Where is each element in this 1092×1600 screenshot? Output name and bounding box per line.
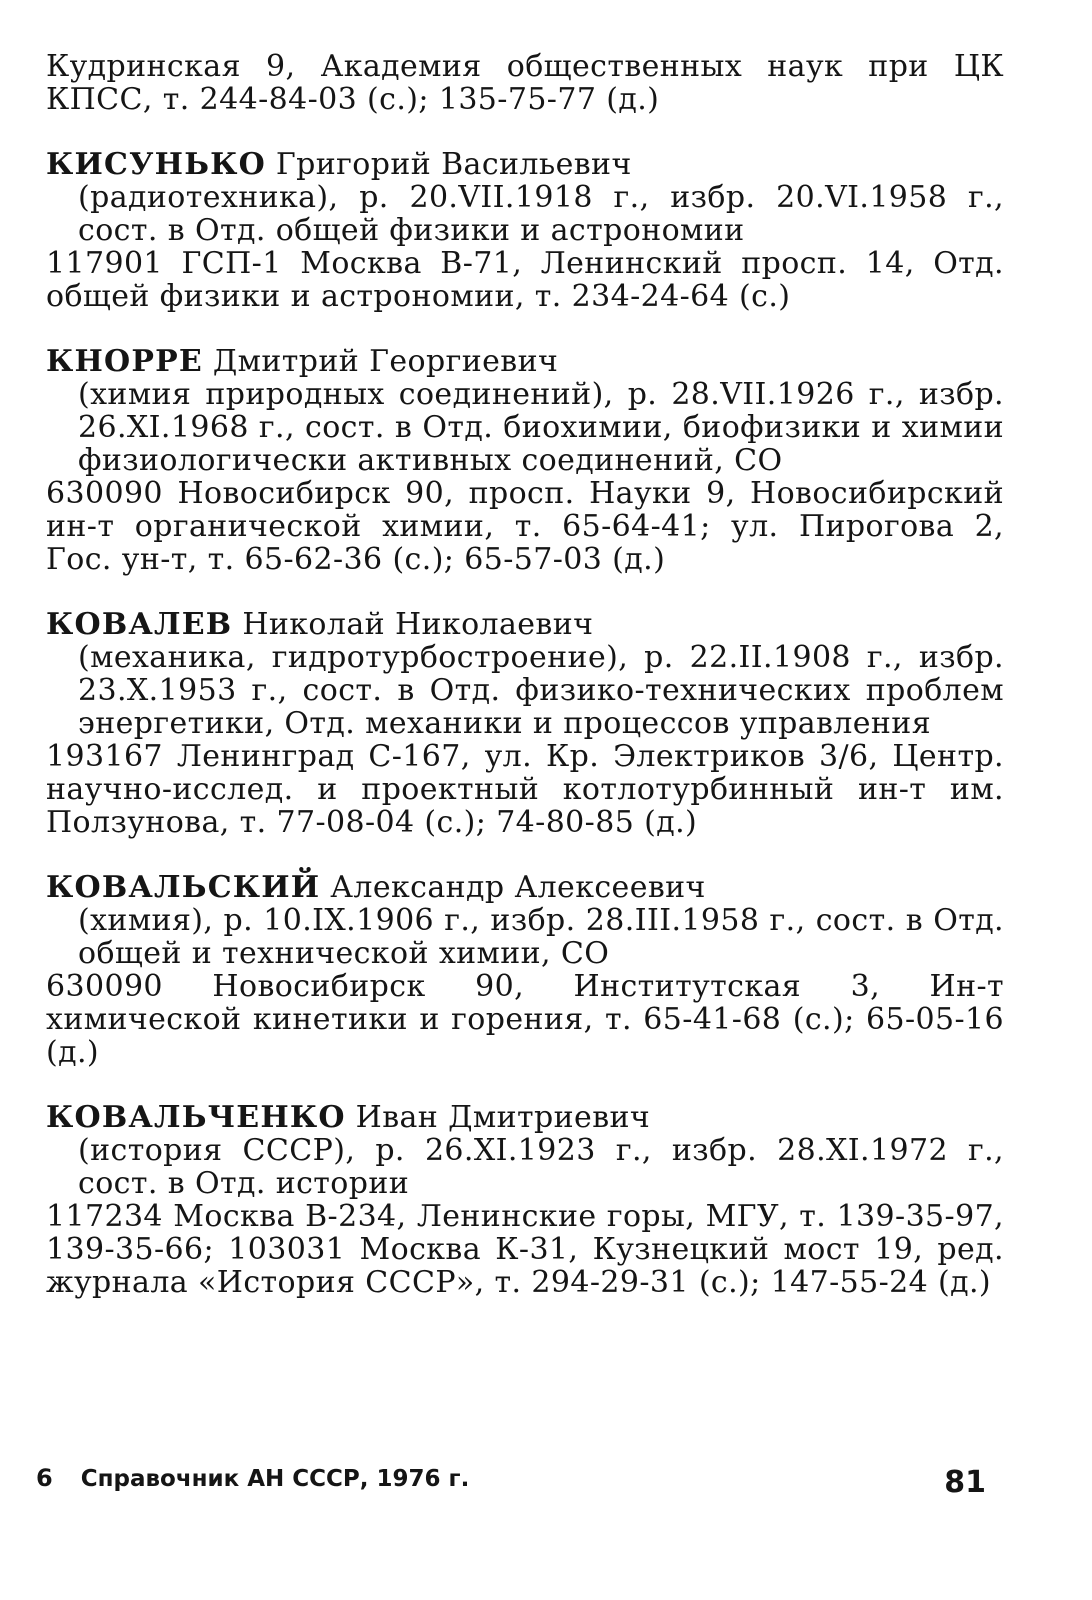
entry-bio: (история СССР), р. 26.XI.1923 г., избр. 28.XI.1972 г., сост. в Отд. истории — [78, 1133, 1004, 1201]
entry-surname: КОВАЛЬСКИЙ — [46, 870, 321, 905]
signature-title: Справочник АН СССР, 1976 г. — [80, 1466, 470, 1492]
entry-bio: (механика, гидротурбостроение), р. 22.II.1908 г., избр. 23.X.1953 г., сост. в Отд. физико-технических проблем энергетики, Отд. механики и процессов управления — [78, 640, 1004, 741]
entry-address: 193167 Ленинград С-167, ул. Кр. Электриков 3/6, Центр. научно-исслед. и проектный котлотурбинный ин-т им. Ползунова, т. 77-08-04 (с.); 74-80-85 (д.) — [46, 739, 1004, 840]
entry-bio: (химия природных соединений), р. 28.VII.1926 г., избр. 26.XI.1968 г., сост. в Отд. биохимии, биофизики и химии физиологически активных соединений, СО — [78, 377, 1004, 478]
entry-surname: КИСУНЬКО — [46, 147, 266, 182]
entry-address: 117901 ГСП-1 Москва В-71, Ленинский просп. 14, Отд. общей физики и астрономии, т. 234-24-64 (с.) — [46, 246, 1004, 314]
entry-given-names: Николай Николаевич — [242, 607, 594, 642]
signature-mark — [36, 1462, 469, 1495]
entry-kovalchenko — [46, 1101, 1004, 1299]
directory-page — [46, 50, 1004, 1299]
entry-address: 630090 Новосибирск 90, просп. Науки 9, Новосибирский ин-т органической химии, т. 65-64-41; ул. Пирогова 2, Гос. ун-т, т. 65-62-36 (с.); 65-57-03 (д.) — [46, 476, 1004, 577]
entry-heading — [46, 345, 1004, 378]
entry-knorre — [46, 345, 1004, 576]
entry-kovalev — [46, 608, 1004, 839]
entry-bio: (химия), р. 10.IX.1906 г., избр. 28.III.1958 г., сост. в Отд. общей и технической химии, СО — [78, 903, 1004, 971]
entry-heading — [46, 1101, 1004, 1134]
entry-address: 117234 Москва В-234, Ленинские горы, МГУ, т. 139-35-97, 139-35-66; 103031 Москва К-31, Кузнецкий мост 19, ред. журнала «История СССР», т. 294-29-31 (с.); 147-55-24 (д.) — [46, 1199, 1004, 1300]
entry-address: 630090 Новосибирск 90, Институтская 3, Ин-т химической кинетики и горения, т. 65-41-68 (с.); 65-05-16 (д.) — [46, 969, 1004, 1070]
entry-kisunko — [46, 148, 1004, 313]
page-footer — [36, 1462, 996, 1502]
entry-heading — [46, 148, 1004, 181]
entry-given-names: Иван Дмитриевич — [355, 1100, 651, 1135]
entry-given-names: Дмитрий Георгиевич — [212, 344, 559, 379]
entry-heading — [46, 871, 1004, 904]
continuation-text: Кудринская 9, Академия общественных наук при ЦК КПСС, т. 244-84-03 (с.); 135-75-77 (д.) — [46, 49, 1004, 117]
page-number: 81 — [944, 1465, 986, 1500]
entry-surname: КОВАЛЬЧЕНКО — [46, 1100, 346, 1135]
entry-given-names: Григорий Васильевич — [275, 147, 632, 182]
entry-surname: КНОРРЕ — [46, 344, 203, 379]
entry-given-names: Александр Алексеевич — [330, 870, 706, 905]
entry-kovalsky — [46, 871, 1004, 1069]
entry-surname: КОВАЛЕВ — [46, 607, 233, 642]
entry-heading — [46, 608, 1004, 641]
signature-number: 6 — [36, 1464, 53, 1492]
entry-bio: (радиотехника), р. 20.VII.1918 г., избр. 20.VI.1958 г., сост. в Отд. общей физики и астрономии — [78, 180, 1004, 248]
